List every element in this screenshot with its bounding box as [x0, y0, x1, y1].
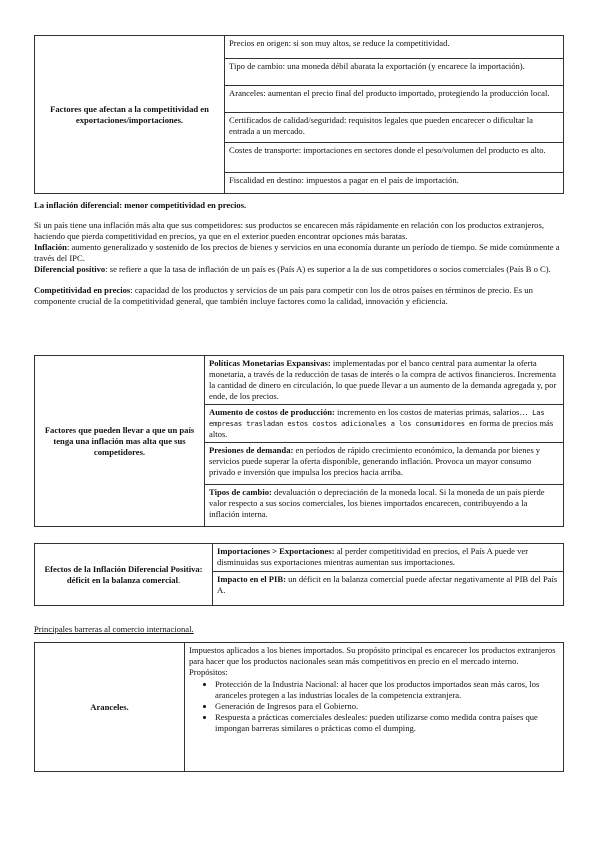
section-inflacion	[34, 200, 564, 307]
definition: devaluación o depreciación de la moneda local. Si la moneda de un país pierde valor respecto a sus socios comerciales, los bienes importados encarecen, contribuyendo a la inflación interna.	[209, 487, 545, 519]
term: Aumento de costos de producción:	[209, 407, 335, 417]
list-item: • Generación de Ingresos para el Gobierno.	[215, 701, 559, 712]
table1-rows	[225, 36, 564, 194]
term: Diferencial positivo	[34, 264, 106, 274]
table-row	[205, 485, 563, 523]
definition-mono: Las empresas trasladan estos costos adicionales a los consumidores en	[209, 408, 545, 428]
table-row	[205, 443, 563, 485]
table-aranceles	[34, 642, 564, 772]
table2-rows	[205, 356, 564, 527]
term: Competitividad en precios	[34, 285, 131, 295]
table-factores-competitividad	[34, 35, 564, 194]
table1-label: Factores que afectan a la competitividad en exportaciones/importaciones.	[50, 103, 209, 125]
table2-label: Factores que pueden llevar a que un país tenga una inflación mas alta que sus competidores.	[44, 424, 195, 457]
label-dot: .	[177, 574, 181, 585]
term: Presiones de demanda:	[209, 445, 294, 455]
table-row	[213, 572, 563, 598]
paragraph: Si un país tiene una inflación más alta que sus competidores: sus productos se encarecen más rápidamente en relación con los productos extranjeros, haciendo que pierda competitividad en precios, ya que en el exterior pueden encontrar opciones más baratas.	[34, 220, 544, 241]
term: Inflación	[34, 242, 67, 252]
definition-inflacion	[34, 242, 564, 264]
term: Importaciones > Exportaciones:	[217, 546, 335, 556]
definition: implementadas por el banco central para aumentar la oferta monetaria, a través de la reducción de tasas de interés o la compra de activos financieros. Incrementa la cantidad de dinero en circulación, lo que puede llevar a un aumento de la demanda agregada y, por ende, de los precios.	[209, 358, 557, 401]
definition: incremento en los costos de materias primas, salarios…	[334, 407, 528, 417]
paragraph: Impuestos aplicados a los bienes importados. Su propósito principal es encarecer los productos extranjeros para hacer que los productos nacionales sean más competitivos en precio en el mercado interno.	[189, 645, 556, 666]
term: Tipos de cambio:	[209, 487, 272, 497]
term: Políticas Monetarias Expansivas:	[209, 358, 331, 368]
table-label	[35, 544, 213, 606]
definition-diferencial	[34, 264, 564, 275]
list-item: • Protección de la Industria Nacional: al hacer que los productos importados sean más caros, los aranceles protegen a las industrias locales de la competencia extranjera.	[215, 679, 559, 701]
table4-label: Aranceles.	[90, 701, 129, 712]
definition: : capacidad de los productos y servicios de un país para competir con los de otros países en términos de precio. Es un componente crucial de la competitividad general, que también incluye factores como la calidad, innovación y eficiencia.	[34, 285, 533, 306]
definition: un déficit en la balanza comercial puede afectar negativamente al PIB del País A.	[217, 574, 558, 595]
table4-content	[185, 643, 564, 772]
table-row: Aranceles: aumentan el precio final del producto importado, protegiendo la producción local.	[225, 86, 563, 113]
definition-competitividad	[34, 285, 564, 307]
definition-tail: forma de precios más altos.	[209, 418, 554, 439]
table-row	[205, 405, 563, 443]
table-row: Tipo de cambio: una moneda débil abarata la exportación (y encarece la importación).	[225, 59, 563, 86]
section-barreras	[34, 624, 564, 635]
purposes-label: Propósitos:	[189, 667, 228, 677]
table-row	[205, 356, 563, 405]
definition: en períodos de rápido crecimiento económico, la demanda por bienes y servicios puede superar la oferta disponible, generando inflación. Provoca un mayor consumo privado e inversión que impulsa los precios hacia arriba.	[209, 445, 541, 477]
term: Impacto en el PIB:	[217, 574, 286, 584]
table-row: Costes de transporte: importaciones en sectores donde el peso/volumen del producto es alto.	[225, 143, 563, 173]
table-row: Certificados de calidad/seguridad: requisitos legales que pueden encarecer o dificultar la entrada a un mercado.	[225, 113, 563, 143]
list-item: • Respuesta a prácticas comerciales desleales: pueden utilizarse como medida contra países que impongan barreras similares o prácticas como el dumping.	[215, 712, 559, 734]
section-heading: Principales barreras al comercio internacional.	[34, 624, 194, 634]
table-row	[213, 544, 563, 572]
table-row: Precios en origen: si son muy altos, se reduce la competitividad.	[225, 36, 563, 59]
table3-rows	[213, 544, 564, 606]
table-label	[35, 36, 225, 194]
section-heading: La inflación diferencial: menor competitividad en precios.	[34, 200, 247, 210]
definition: : aumento generalizado y sostenido de los precios de bienes y servicios en una economía durante un período de tiempo. Se mide comúnmente a través del IPC.	[34, 242, 560, 263]
definition: al perder competitividad en precios, el País A puede ver disminuidas sus exportaciones mientras aumentan sus importaciones.	[217, 546, 529, 567]
table-row: Fiscalidad en destino: impuestos a pagar en el país de importación.	[229, 175, 459, 185]
table3-label: Efectos de la Inflación Diferencial Positiva: déficit en la balanza comercial	[44, 563, 203, 585]
table-label	[35, 643, 185, 772]
definition: : se refiere a que la tasa de inflación de un país es (País A) es superior a la de sus competidores o socios comerciales (País B o C).	[105, 264, 551, 274]
purposes-list	[189, 679, 559, 734]
table-factores-inflacion	[34, 355, 564, 527]
table-efectos-inflacion	[34, 543, 564, 606]
table-label	[35, 356, 205, 527]
